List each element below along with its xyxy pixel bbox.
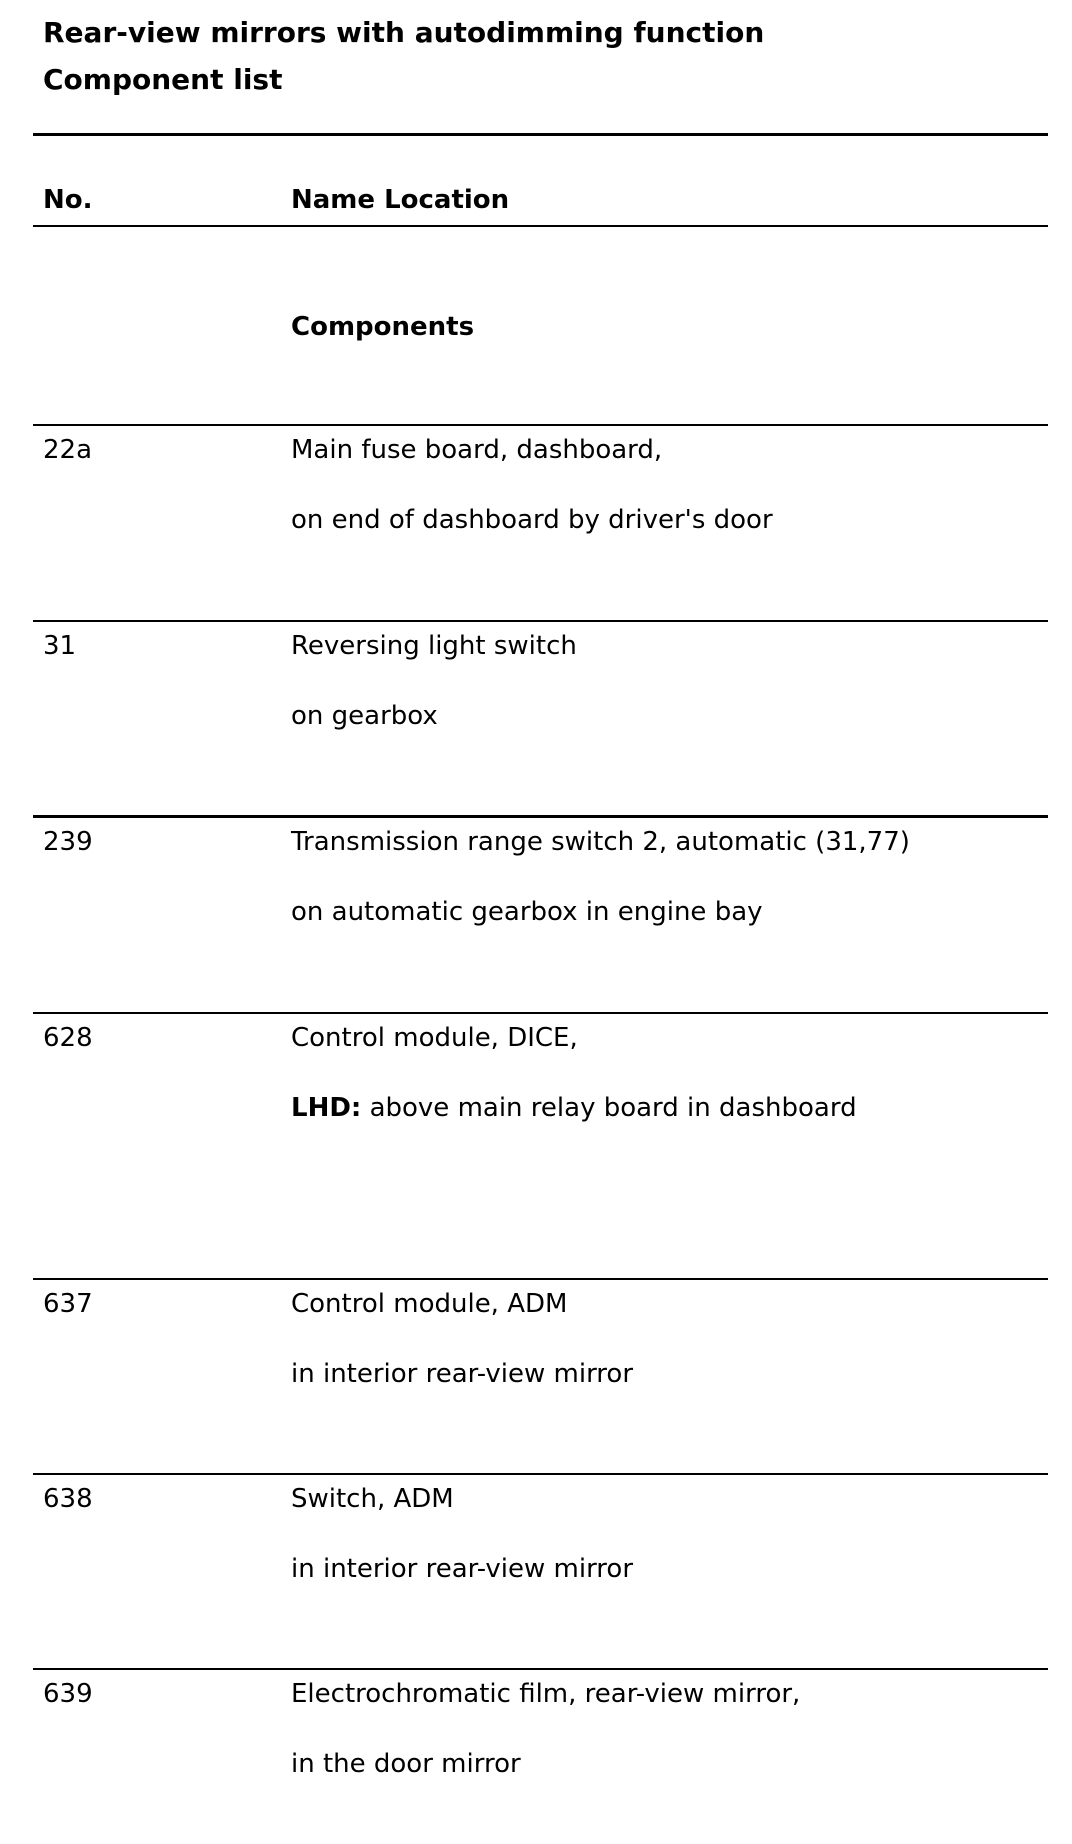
component-location <box>291 504 773 536</box>
row-rule <box>33 620 1048 622</box>
component-name: Main fuse board, dashboard, <box>291 435 663 465</box>
location-text: above main relay board in dashboard <box>361 1093 857 1123</box>
component-number: 637 <box>43 1289 93 1319</box>
component-location <box>291 1553 633 1585</box>
location-text: in the door mirror <box>291 1749 521 1779</box>
component-number: 638 <box>43 1484 93 1514</box>
header-rule <box>33 225 1048 227</box>
location-text: on gearbox <box>291 701 438 731</box>
row-rule <box>33 1012 1048 1014</box>
component-name: Control module, DICE, <box>291 1023 578 1053</box>
row-rule <box>33 815 1048 818</box>
document-subtitle: Component list <box>43 63 283 96</box>
component-number: 639 <box>43 1679 93 1709</box>
component-location <box>291 700 438 732</box>
component-name: Electrochromatic film, rear-view mirror, <box>291 1679 801 1709</box>
component-name: Reversing light switch <box>291 631 577 661</box>
component-location <box>291 1092 857 1124</box>
component-name: Control module, ADM <box>291 1289 568 1319</box>
component-location <box>291 1358 633 1390</box>
row-rule <box>33 424 1048 426</box>
component-name: Transmission range switch 2, automatic (31,77) <box>291 827 910 857</box>
column-header-no: No. <box>43 185 93 215</box>
location-text: in interior rear-view mirror <box>291 1554 634 1584</box>
location-text: in interior rear-view mirror <box>291 1359 634 1389</box>
component-location <box>291 896 763 928</box>
component-number: 239 <box>43 827 93 857</box>
component-number: 22a <box>43 435 93 465</box>
location-text: on automatic gearbox in engine bay <box>291 897 763 927</box>
table-top-rule <box>33 133 1048 136</box>
location-text: on end of dashboard by driver's door <box>291 505 773 535</box>
component-location <box>291 1748 521 1780</box>
component-number: 31 <box>43 631 77 661</box>
document-title: Rear-view mirrors with autodimming function <box>43 16 765 49</box>
row-rule <box>33 1473 1048 1475</box>
column-header-name-location: Name Location <box>291 185 510 215</box>
location-prefix: LHD: <box>291 1093 362 1123</box>
component-number: 628 <box>43 1023 93 1053</box>
row-rule <box>33 1668 1048 1670</box>
row-rule <box>33 1278 1048 1280</box>
component-name: Switch, ADM <box>291 1484 454 1514</box>
section-heading: Components <box>291 312 475 342</box>
